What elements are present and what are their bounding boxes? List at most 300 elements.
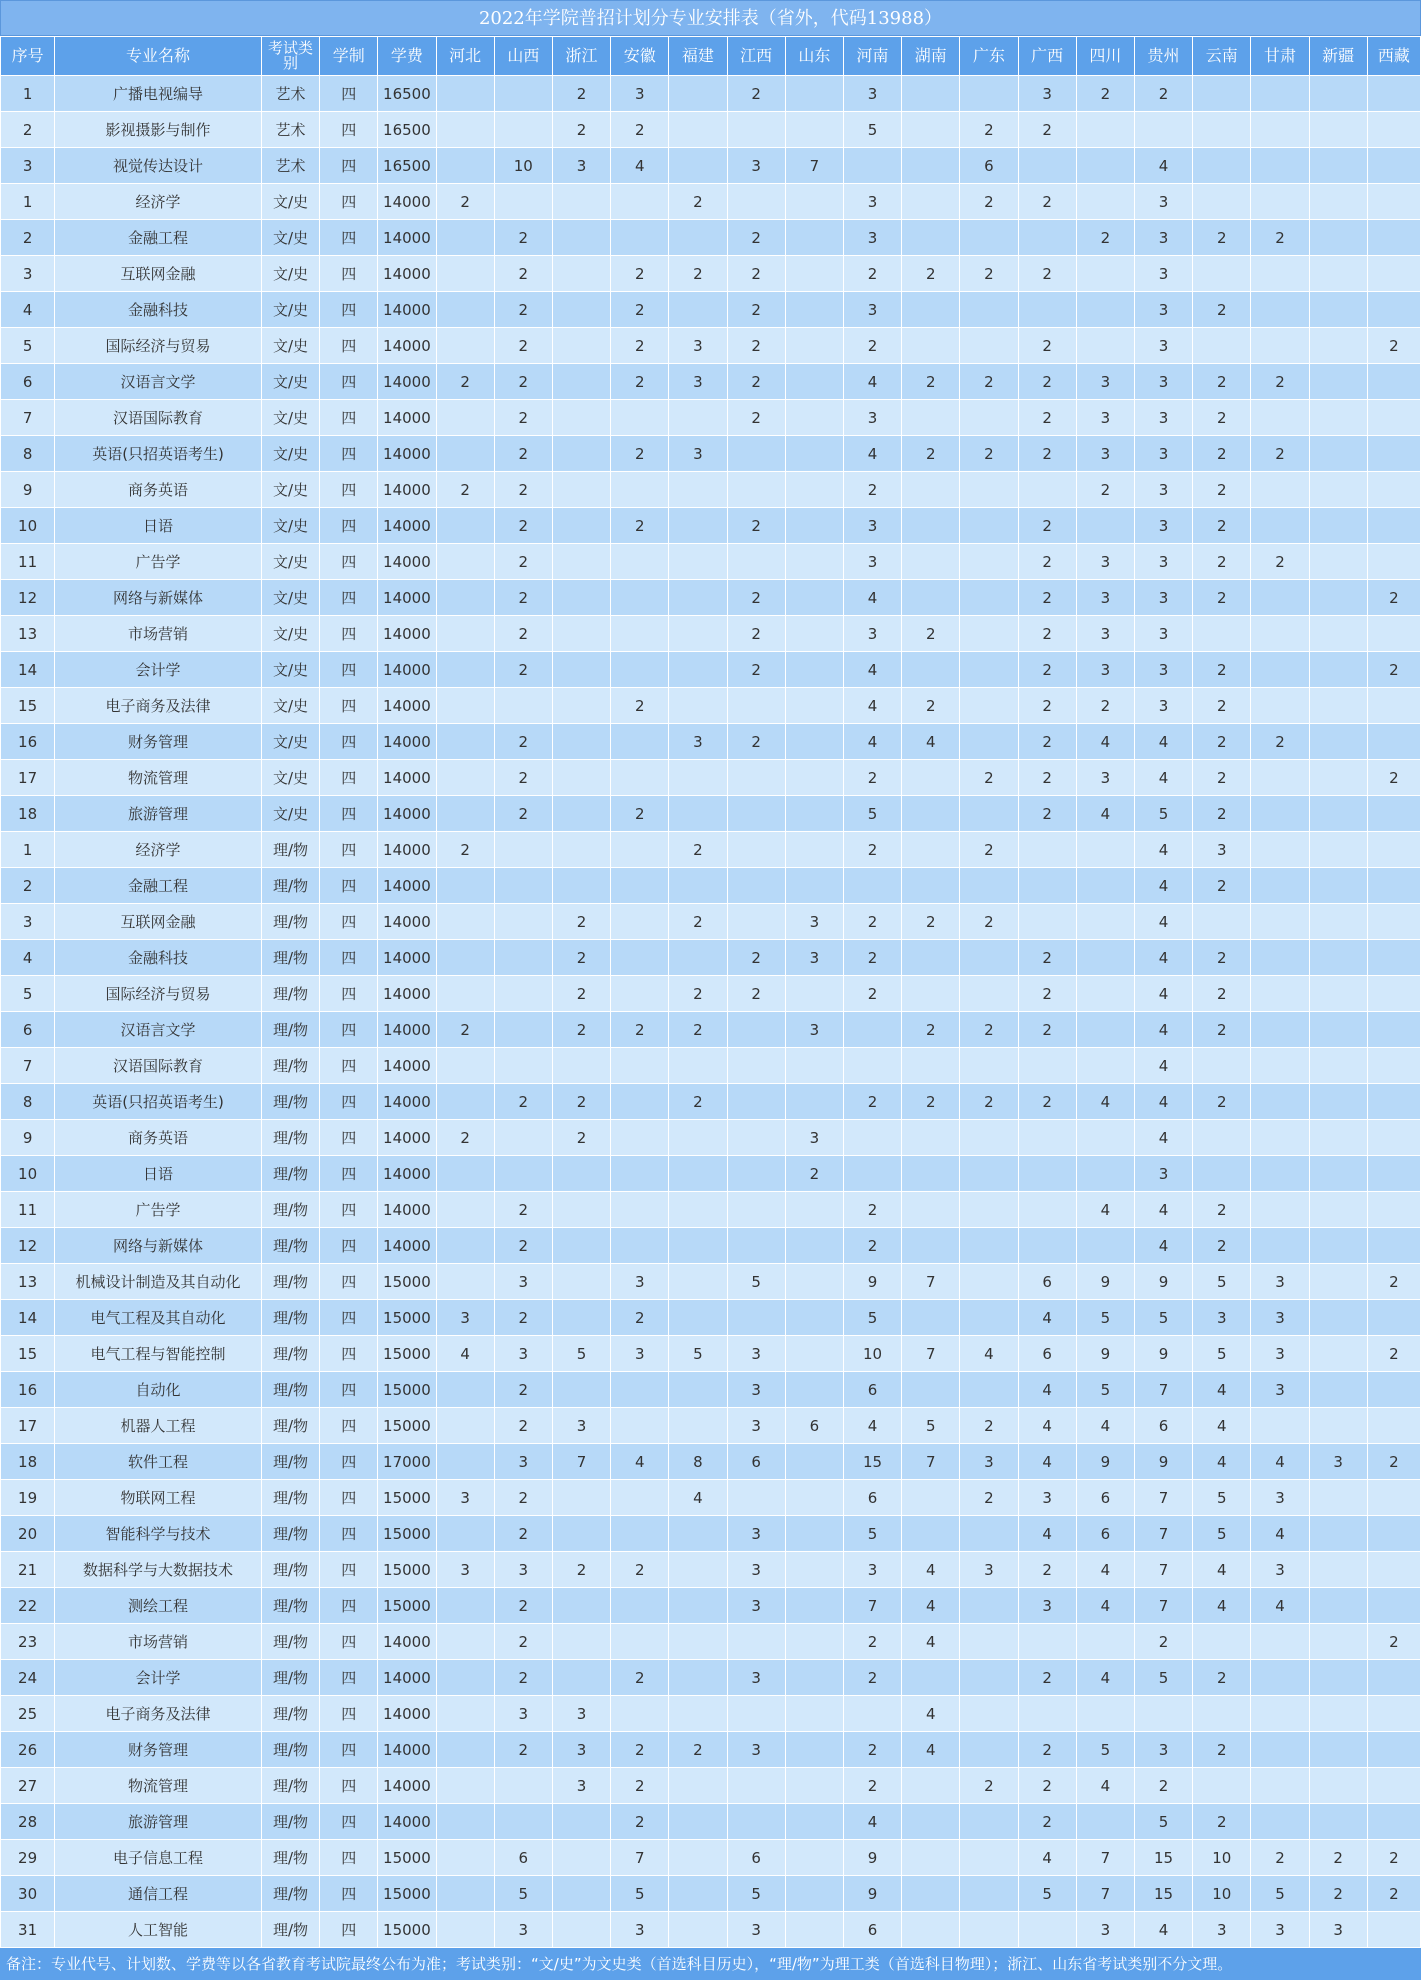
- table-cell: [1251, 1660, 1309, 1696]
- table-cell: [1367, 1228, 1420, 1264]
- table-cell: [727, 544, 785, 580]
- table-cell: [552, 1804, 610, 1840]
- table-cell: 四: [320, 688, 378, 724]
- table-cell: 理/物: [261, 832, 319, 868]
- table-cell: 14000: [378, 1660, 436, 1696]
- table-cell: 会计学: [55, 1660, 262, 1696]
- table-cell: [1309, 1552, 1367, 1588]
- table-cell: [552, 796, 610, 832]
- table-cell: 3: [1251, 1552, 1309, 1588]
- table-cell: [1251, 328, 1309, 364]
- table-cell: [436, 796, 494, 832]
- table-row: [1, 616, 1421, 652]
- table-row: [1, 868, 1421, 904]
- table-cell: 6: [843, 1912, 901, 1948]
- table-cell: [611, 1192, 669, 1228]
- table-cell: 14000: [378, 1624, 436, 1660]
- table-cell: [902, 976, 960, 1012]
- table-cell: [902, 1876, 960, 1912]
- table-cell: [785, 580, 843, 616]
- table-cell: [960, 688, 1018, 724]
- table-cell: [552, 364, 610, 400]
- table-cell: [785, 436, 843, 472]
- table-cell: [1134, 112, 1192, 148]
- table-cell: [785, 1588, 843, 1624]
- table-cell: 16: [1, 1372, 55, 1408]
- table-cell: [1309, 328, 1367, 364]
- table-cell: 7: [902, 1336, 960, 1372]
- table-cell: 3: [1251, 1336, 1309, 1372]
- table-cell: 3: [1134, 472, 1192, 508]
- table-cell: [1367, 1408, 1420, 1444]
- table-cell: 2: [1018, 652, 1076, 688]
- table-cell: 2: [669, 1084, 727, 1120]
- table-cell: 2: [669, 184, 727, 220]
- table-cell: 14000: [378, 1192, 436, 1228]
- table-cell: 4: [1134, 904, 1192, 940]
- table-cell: [1134, 1696, 1192, 1732]
- table-cell: [494, 868, 552, 904]
- table-cell: 5: [1076, 1300, 1134, 1336]
- table-cell: [960, 220, 1018, 256]
- table-cell: 4: [669, 1480, 727, 1516]
- table-cell: 4: [1076, 724, 1134, 760]
- table-cell: 5: [1018, 1876, 1076, 1912]
- table-cell: [552, 760, 610, 796]
- table-cell: 17000: [378, 1444, 436, 1480]
- table-cell: 日语: [55, 508, 262, 544]
- table-cell: [1367, 940, 1420, 976]
- table-cell: [785, 1804, 843, 1840]
- table-cell: [1309, 1408, 1367, 1444]
- table-cell: [611, 760, 669, 796]
- table-cell: 2: [494, 1228, 552, 1264]
- table-cell: 2: [843, 760, 901, 796]
- table-cell: [669, 1408, 727, 1444]
- table-cell: [960, 652, 1018, 688]
- table-cell: 7: [785, 148, 843, 184]
- table-cell: [1193, 112, 1251, 148]
- table-cell: 四: [320, 580, 378, 616]
- table-cell: [436, 328, 494, 364]
- table-cell: [494, 1768, 552, 1804]
- table-cell: [552, 1300, 610, 1336]
- table-cell: [1018, 1048, 1076, 1084]
- table-cell: 2: [843, 472, 901, 508]
- table-cell: [611, 1480, 669, 1516]
- table-cell: [1251, 184, 1309, 220]
- table-cell: [1309, 1336, 1367, 1372]
- table-cell: [494, 1156, 552, 1192]
- table-cell: 2: [1193, 976, 1251, 1012]
- table-cell: 3: [1076, 400, 1134, 436]
- table-cell: [843, 1156, 901, 1192]
- table-cell: 4: [843, 724, 901, 760]
- table-cell: 2: [1018, 544, 1076, 580]
- table-cell: 2: [902, 256, 960, 292]
- table-cell: [727, 1192, 785, 1228]
- table-cell: [785, 292, 843, 328]
- table-cell: 4: [1134, 1048, 1192, 1084]
- table-cell: 2: [611, 688, 669, 724]
- table-cell: [1367, 76, 1420, 112]
- table-cell: 艺术: [261, 76, 319, 112]
- table-cell: 15: [1, 1336, 55, 1372]
- table-row: [1, 1336, 1421, 1372]
- column-header: 安徽: [611, 37, 669, 76]
- table-cell: 2: [494, 616, 552, 652]
- table-cell: 四: [320, 112, 378, 148]
- table-cell: [552, 292, 610, 328]
- table-cell: 理/物: [261, 1588, 319, 1624]
- table-row: [1, 1804, 1421, 1840]
- table-cell: 15000: [378, 1300, 436, 1336]
- table-cell: 电子商务及法律: [55, 688, 262, 724]
- table-cell: 7: [1134, 1372, 1192, 1408]
- table-cell: [785, 256, 843, 292]
- table-cell: [960, 544, 1018, 580]
- table-cell: 四: [320, 976, 378, 1012]
- table-cell: 14000: [378, 1084, 436, 1120]
- table-cell: 10: [1, 1156, 55, 1192]
- table-cell: [785, 472, 843, 508]
- table-cell: [669, 1156, 727, 1192]
- table-cell: [1309, 1048, 1367, 1084]
- table-cell: 2: [902, 688, 960, 724]
- table-cell: 旅游管理: [55, 796, 262, 832]
- table-cell: [669, 1660, 727, 1696]
- table-cell: 18: [1, 796, 55, 832]
- table-cell: [494, 184, 552, 220]
- table-cell: [494, 1048, 552, 1084]
- table-cell: 2: [1193, 688, 1251, 724]
- table-cell: 2: [494, 1372, 552, 1408]
- table-cell: 2: [1076, 688, 1134, 724]
- column-header: 专业名称: [55, 37, 262, 76]
- table-cell: 四: [320, 1804, 378, 1840]
- table-cell: 4: [1018, 1444, 1076, 1480]
- table-cell: [611, 1084, 669, 1120]
- table-cell: 3: [494, 1696, 552, 1732]
- table-cell: [552, 1588, 610, 1624]
- table-cell: 四: [320, 940, 378, 976]
- table-cell: [669, 472, 727, 508]
- table-cell: [611, 580, 669, 616]
- table-cell: 2: [1193, 508, 1251, 544]
- table-cell: [1309, 1264, 1367, 1300]
- table-cell: [436, 976, 494, 1012]
- table-cell: 3: [785, 904, 843, 940]
- table-cell: [436, 256, 494, 292]
- table-cell: [1251, 1804, 1309, 1840]
- table-cell: [552, 868, 610, 904]
- table-cell: 4: [1076, 796, 1134, 832]
- table-cell: 理/物: [261, 904, 319, 940]
- table-cell: 2: [494, 400, 552, 436]
- table-cell: [1309, 1516, 1367, 1552]
- table-cell: 理/物: [261, 1660, 319, 1696]
- table-cell: 2: [494, 724, 552, 760]
- table-row: [1, 940, 1421, 976]
- table-cell: [436, 940, 494, 976]
- table-cell: 3: [1134, 580, 1192, 616]
- table-cell: 2: [727, 976, 785, 1012]
- table-cell: [552, 1876, 610, 1912]
- table-cell: 15000: [378, 1408, 436, 1444]
- table-cell: 3: [785, 1012, 843, 1048]
- table-cell: 8: [669, 1444, 727, 1480]
- table-cell: [1076, 508, 1134, 544]
- table-cell: [727, 1228, 785, 1264]
- table-cell: [902, 1480, 960, 1516]
- table-cell: [902, 400, 960, 436]
- table-cell: [785, 1084, 843, 1120]
- table-cell: [436, 1912, 494, 1948]
- column-header: 广东: [960, 37, 1018, 76]
- table-cell: 2: [494, 1660, 552, 1696]
- table-cell: [552, 1624, 610, 1660]
- table-cell: 2: [843, 328, 901, 364]
- table-cell: 23: [1, 1624, 55, 1660]
- table-cell: [785, 220, 843, 256]
- table-cell: 17: [1, 1408, 55, 1444]
- table-cell: 2: [552, 1120, 610, 1156]
- table-cell: 12: [1, 1228, 55, 1264]
- table-cell: 14000: [378, 688, 436, 724]
- table-cell: [902, 760, 960, 796]
- table-cell: 4: [1076, 1552, 1134, 1588]
- table-cell: [1367, 1480, 1420, 1516]
- table-cell: 14000: [378, 1228, 436, 1264]
- table-cell: 16500: [378, 112, 436, 148]
- table-row: [1, 76, 1421, 112]
- table-cell: 3: [1134, 364, 1192, 400]
- table-cell: 3: [843, 508, 901, 544]
- table-cell: 6: [1076, 1516, 1134, 1552]
- table-cell: 3: [1134, 1732, 1192, 1768]
- table-cell: 汉语言文学: [55, 364, 262, 400]
- table-cell: 2: [1018, 796, 1076, 832]
- table-cell: 14000: [378, 940, 436, 976]
- table-cell: 3: [552, 1696, 610, 1732]
- table-cell: [785, 1552, 843, 1588]
- table-cell: 4: [1251, 1588, 1309, 1624]
- table-cell: 2: [1193, 796, 1251, 832]
- table-cell: 3: [494, 1552, 552, 1588]
- table-cell: 2: [1309, 1876, 1367, 1912]
- table-cell: 四: [320, 1156, 378, 1192]
- table-cell: [902, 1048, 960, 1084]
- table-cell: [1076, 184, 1134, 220]
- table-cell: [494, 904, 552, 940]
- table-cell: [1367, 724, 1420, 760]
- table-cell: 2: [552, 76, 610, 112]
- table-cell: 15000: [378, 1480, 436, 1516]
- table-cell: 2: [843, 256, 901, 292]
- table-cell: 2: [960, 1768, 1018, 1804]
- table-cell: 2: [436, 832, 494, 868]
- table-cell: 2: [1251, 220, 1309, 256]
- table-cell: 电子商务及法律: [55, 1696, 262, 1732]
- table-cell: 2: [785, 1156, 843, 1192]
- table-cell: [1018, 1120, 1076, 1156]
- table-cell: [436, 112, 494, 148]
- table-row: [1, 796, 1421, 832]
- table-cell: 广播电视编导: [55, 76, 262, 112]
- table-cell: 2: [727, 400, 785, 436]
- table-cell: 2: [1076, 220, 1134, 256]
- table-cell: 理/物: [261, 1444, 319, 1480]
- table-cell: [1193, 1048, 1251, 1084]
- table-cell: [727, 436, 785, 472]
- table-cell: [669, 688, 727, 724]
- table-cell: [1367, 364, 1420, 400]
- table-row: [1, 1552, 1421, 1588]
- table-cell: 2: [1134, 1768, 1192, 1804]
- table-cell: 9: [1, 472, 55, 508]
- table-cell: 四: [320, 1444, 378, 1480]
- table-cell: [611, 544, 669, 580]
- table-cell: 2: [727, 580, 785, 616]
- table-cell: [552, 508, 610, 544]
- table-cell: 3: [727, 1552, 785, 1588]
- table-cell: [727, 1084, 785, 1120]
- table-cell: 14000: [378, 256, 436, 292]
- table-row: [1, 1084, 1421, 1120]
- table-cell: [1193, 328, 1251, 364]
- table-cell: 四: [320, 1048, 378, 1084]
- table-cell: 4: [1134, 148, 1192, 184]
- table-cell: [960, 328, 1018, 364]
- table-cell: 4: [843, 1408, 901, 1444]
- table-cell: 2: [494, 364, 552, 400]
- table-cell: [785, 112, 843, 148]
- table-cell: 2: [1193, 1084, 1251, 1120]
- table-cell: [727, 112, 785, 148]
- table-cell: [1309, 1192, 1367, 1228]
- table-cell: [1367, 1120, 1420, 1156]
- table-cell: 2: [1193, 472, 1251, 508]
- table-cell: 3: [1193, 1300, 1251, 1336]
- table-cell: 14: [1, 652, 55, 688]
- table-cell: [552, 1480, 610, 1516]
- table-cell: [785, 1912, 843, 1948]
- table-cell: [960, 1192, 1018, 1228]
- table-cell: 四: [320, 1696, 378, 1732]
- table-cell: 4: [902, 1588, 960, 1624]
- table-cell: 4: [843, 436, 901, 472]
- table-cell: [1309, 544, 1367, 580]
- table-cell: 3: [436, 1552, 494, 1588]
- table-cell: 2: [843, 1732, 901, 1768]
- table-cell: 四: [320, 220, 378, 256]
- table-cell: 四: [320, 652, 378, 688]
- table-cell: [785, 1876, 843, 1912]
- table-cell: 4: [843, 364, 901, 400]
- table-row: [1, 1696, 1421, 1732]
- table-cell: 14000: [378, 1120, 436, 1156]
- table-cell: 3: [1134, 544, 1192, 580]
- table-cell: 2: [1193, 1192, 1251, 1228]
- table-cell: [669, 760, 727, 796]
- table-cell: 商务英语: [55, 472, 262, 508]
- table-cell: 2: [727, 292, 785, 328]
- table-cell: 2: [902, 436, 960, 472]
- table-cell: 3: [1134, 184, 1192, 220]
- table-cell: 6: [1018, 1336, 1076, 1372]
- table-cell: [1309, 184, 1367, 220]
- table-cell: 3: [1076, 1912, 1134, 1948]
- table-cell: 16500: [378, 148, 436, 184]
- table-cell: 2: [1367, 1624, 1420, 1660]
- table-cell: 2: [1251, 544, 1309, 580]
- table-cell: 7: [1, 400, 55, 436]
- table-cell: 3: [611, 1336, 669, 1372]
- table-cell: [1309, 220, 1367, 256]
- table-cell: [960, 940, 1018, 976]
- table-cell: 2: [902, 364, 960, 400]
- table-cell: [902, 1120, 960, 1156]
- table-cell: 文/史: [261, 472, 319, 508]
- table-cell: 22: [1, 1588, 55, 1624]
- table-cell: [727, 184, 785, 220]
- table-cell: 15000: [378, 1516, 436, 1552]
- table-row: [1, 292, 1421, 328]
- table-cell: [669, 1048, 727, 1084]
- table-cell: [436, 1516, 494, 1552]
- table-cell: [1076, 1048, 1134, 1084]
- table-cell: 6: [1018, 1264, 1076, 1300]
- table-cell: [1367, 1084, 1420, 1120]
- column-header: 新疆: [1309, 37, 1367, 76]
- table-cell: 人工智能: [55, 1912, 262, 1948]
- table-cell: 17: [1, 760, 55, 796]
- table-cell: [669, 652, 727, 688]
- table-cell: 网络与新媒体: [55, 580, 262, 616]
- table-cell: [727, 796, 785, 832]
- table-cell: [1309, 1372, 1367, 1408]
- column-header: 河北: [436, 37, 494, 76]
- table-cell: [611, 868, 669, 904]
- table-cell: 6: [843, 1480, 901, 1516]
- table-cell: 15000: [378, 1552, 436, 1588]
- table-row: [1, 1408, 1421, 1444]
- table-cell: [1309, 1696, 1367, 1732]
- table-cell: 2: [1193, 436, 1251, 472]
- table-cell: 2: [1018, 1768, 1076, 1804]
- table-cell: [1076, 292, 1134, 328]
- table-cell: [1251, 796, 1309, 832]
- table-row: [1, 1120, 1421, 1156]
- table-cell: 2: [1134, 76, 1192, 112]
- table-cell: 4: [1076, 1660, 1134, 1696]
- table-cell: [611, 184, 669, 220]
- table-cell: [1018, 868, 1076, 904]
- table-cell: [552, 1372, 610, 1408]
- table-cell: 艺术: [261, 112, 319, 148]
- table-cell: [669, 1192, 727, 1228]
- table-cell: 四: [320, 148, 378, 184]
- table-cell: [436, 1624, 494, 1660]
- table-cell: 国际经济与贸易: [55, 328, 262, 364]
- table-cell: [843, 868, 901, 904]
- table-cell: [1367, 508, 1420, 544]
- table-cell: [611, 472, 669, 508]
- table-cell: 3: [1076, 580, 1134, 616]
- table-cell: 四: [320, 1624, 378, 1660]
- table-cell: 3: [1134, 688, 1192, 724]
- table-cell: 理/物: [261, 940, 319, 976]
